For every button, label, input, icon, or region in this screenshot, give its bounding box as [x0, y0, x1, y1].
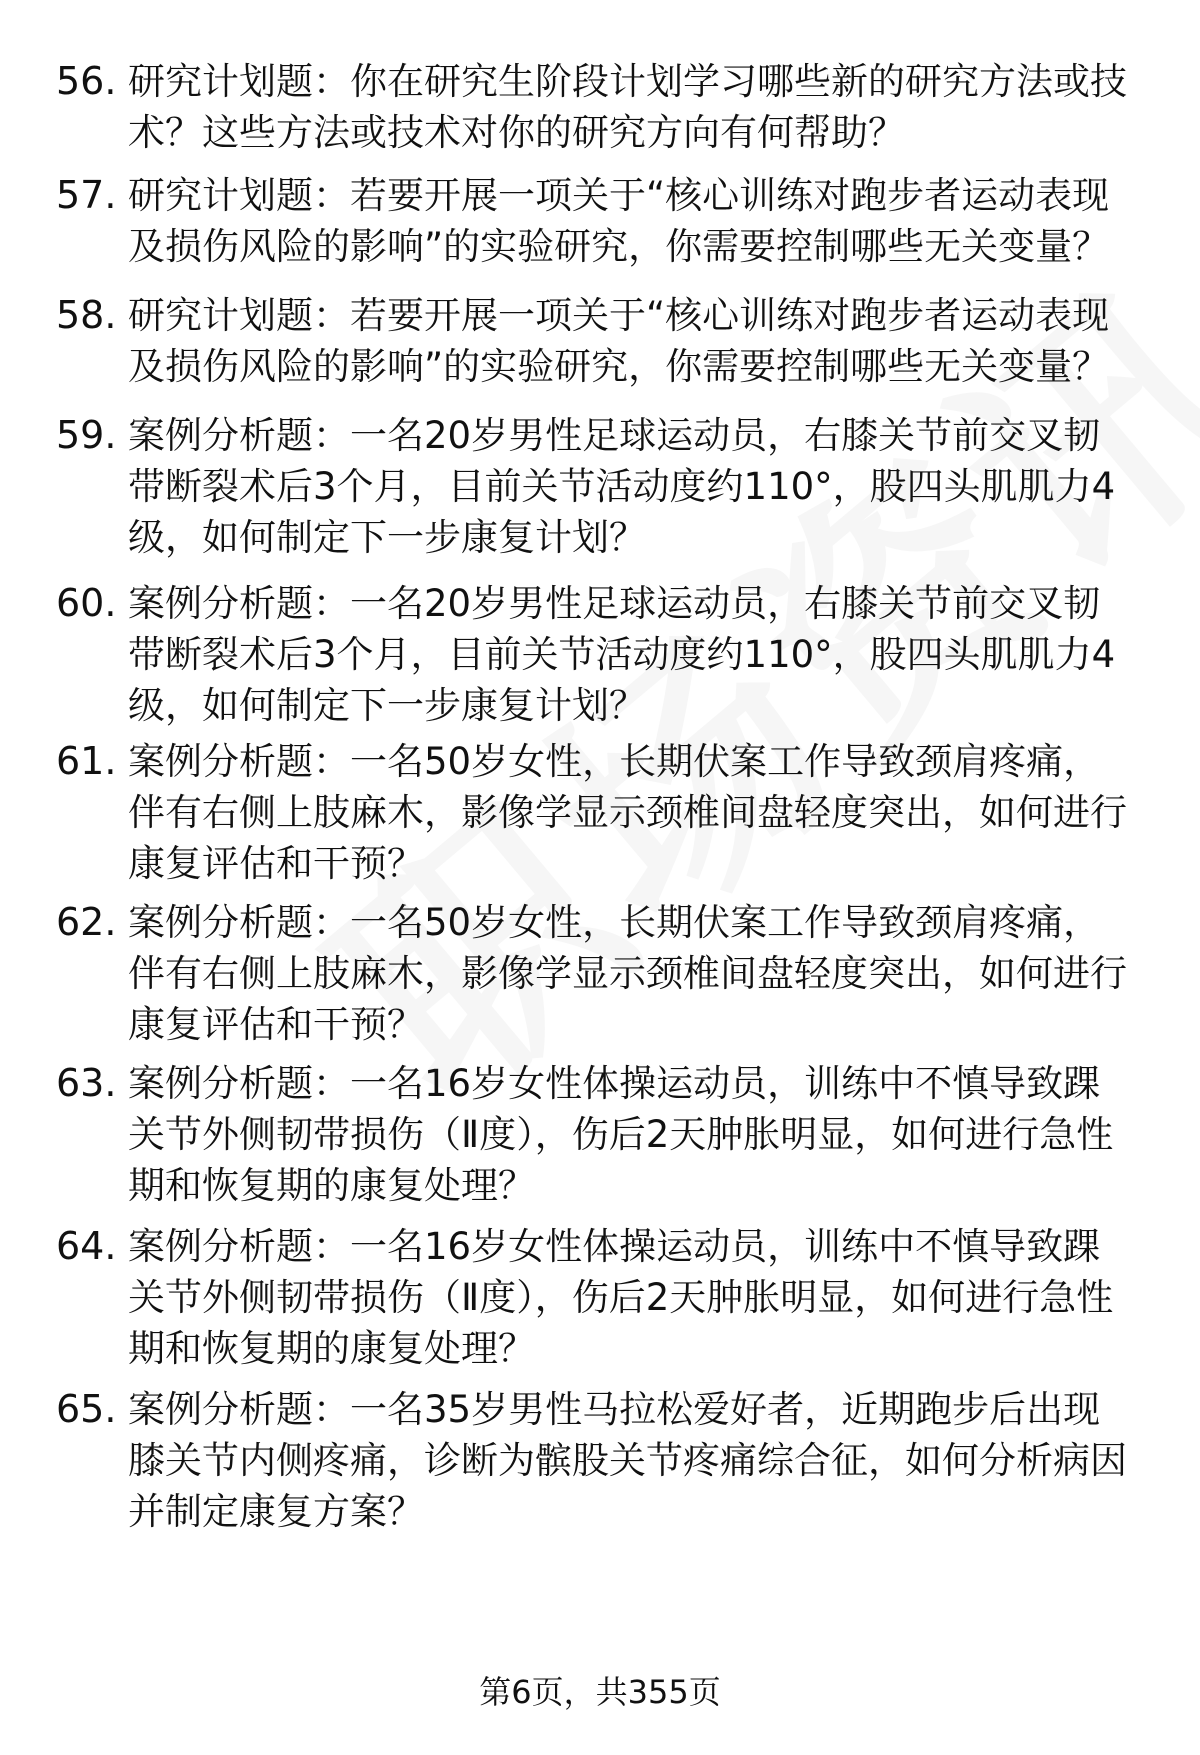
question-number: 58.	[56, 293, 117, 337]
question-text: 案例分析题：一名20岁男性足球运动员，右膝关节前交叉韧带断裂术后3个月，目前关节活动度约110°，股四头肌肌力4级，如何制定下一步康复计划？	[128, 414, 1116, 559]
question-text: 案例分析题：一名16岁女性体操运动员，训练中不慎导致踝关节外侧韧带损伤（Ⅱ度），伤后2天肿胀明显，如何进行急性期和恢复期的康复处理？	[128, 1225, 1114, 1370]
question-text: 案例分析题：一名50岁女性，长期伏案工作导致颈肩疼痛，伴有右侧上肢麻木，影像学显示颈椎间盘轻度突出，如何进行康复评估和干预？	[128, 740, 1127, 885]
question-number: 61.	[56, 739, 117, 783]
question-text: 研究计划题：若要开展一项关于“核心训练对跑步者运动表现及损伤风险的影响”的实验研究，你需要控制哪些无关变量？	[128, 294, 1110, 388]
question-number: 56.	[56, 59, 117, 103]
question-number: 60.	[56, 581, 117, 625]
question-number: 63.	[56, 1061, 117, 1105]
question-text: 案例分析题：一名16岁女性体操运动员，训练中不慎导致踝关节外侧韧带损伤（Ⅱ度），伤后2天肿胀明显，如何进行急性期和恢复期的康复处理？	[128, 1062, 1114, 1207]
question-number: 65.	[56, 1387, 117, 1431]
question-number: 57.	[56, 173, 117, 217]
question-number: 62.	[56, 900, 117, 944]
question-text: 案例分析题：一名50岁女性，长期伏案工作导致颈肩疼痛，伴有右侧上肢麻木，影像学显示颈椎间盘轻度突出，如何进行康复评估和干预？	[128, 901, 1127, 1046]
question-text: 案例分析题：一名20岁男性足球运动员，右膝关节前交叉韧带断裂术后3个月，目前关节活动度约110°，股四头肌肌力4级，如何制定下一步康复计划？	[128, 582, 1116, 727]
question-text: 研究计划题：若要开展一项关于“核心训练对跑步者运动表现及损伤风险的影响”的实验研究，你需要控制哪些无关变量？	[128, 174, 1110, 268]
question-number: 64.	[56, 1224, 117, 1268]
page-footer: 第6页，共355页	[479, 1673, 721, 1711]
question-number: 59.	[56, 413, 117, 457]
question-text: 案例分析题：一名35岁男性马拉松爱好者，近期跑步后出现膝关节内侧疼痛，诊断为髌股关节疼痛综合征，如何分析病因并制定康复方案？	[128, 1388, 1127, 1533]
question-text: 研究计划题：你在研究生阶段计划学习哪些新的研究方法或技术？这些方法或技术对你的研究方向有何帮助？	[128, 60, 1127, 154]
